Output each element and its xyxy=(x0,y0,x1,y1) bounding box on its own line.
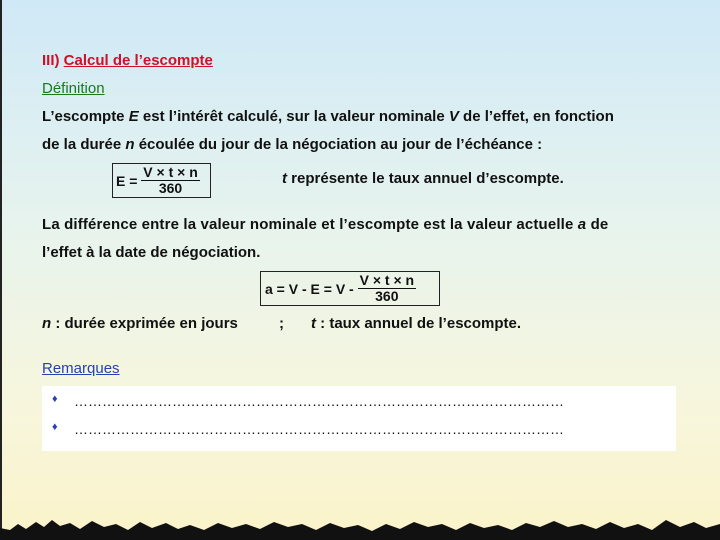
formula-lhs: a = V - E = V - xyxy=(265,280,354,297)
fraction-denominator: 360 xyxy=(375,288,399,304)
text-segment: de la durée xyxy=(42,136,126,153)
diamond-bullet-icon: ♦ xyxy=(52,393,58,405)
escompte-formula-box xyxy=(112,163,211,198)
valeur-actuelle-formula-box xyxy=(260,271,440,306)
formula-lhs: E = xyxy=(116,172,138,189)
legend-n xyxy=(42,315,238,332)
fraction-numerator: V × t × n xyxy=(359,272,415,288)
text-segment: L’escompte xyxy=(42,108,129,125)
variable-V: V xyxy=(448,108,459,125)
fraction-numerator: V × t × n xyxy=(143,164,198,180)
text-segment: : durée exprimée en jours xyxy=(51,315,238,332)
definition-line-1 xyxy=(42,108,614,125)
blank-line: …………………………………………………………………………………………… xyxy=(74,393,564,409)
variable-E: E xyxy=(128,108,139,125)
text-segment: : taux annuel de l’escompte. xyxy=(316,315,522,332)
definition-label: Définition xyxy=(42,80,105,97)
fraction xyxy=(358,273,416,304)
text-segment: de l’effet, en fonction xyxy=(458,108,614,125)
definition-line-2 xyxy=(42,136,542,153)
text-segment: de xyxy=(586,216,609,233)
remarks-title: Remarques xyxy=(42,360,120,377)
blank-line: …………………………………………………………………………………………… xyxy=(74,421,564,437)
section-number: III) xyxy=(42,52,60,69)
legend-t xyxy=(311,315,521,332)
text-segment: représente le taux annuel d’escompte. xyxy=(287,170,564,187)
variable-t: t xyxy=(311,315,316,332)
remarks-box xyxy=(42,386,676,451)
paragraph-2-line-1 xyxy=(42,216,608,233)
ground-silhouette xyxy=(0,510,720,540)
variable-n: n xyxy=(125,136,135,153)
left-border xyxy=(0,0,2,540)
text-segment: La différence entre la valeur nominale et l’escompte est la valeur actuelle xyxy=(42,216,578,233)
section-heading xyxy=(42,52,213,69)
text-segment: écoulée du jour de la négociation au jour de l’échéance : xyxy=(134,136,543,153)
fraction-denominator: 360 xyxy=(158,180,183,196)
legend-separator: ; xyxy=(279,315,284,332)
diamond-bullet-icon: ♦ xyxy=(52,421,58,433)
variable-t: t xyxy=(282,170,287,187)
variable-a: a xyxy=(577,216,587,233)
section-title: Calcul de l’escompte xyxy=(63,52,213,69)
t-note xyxy=(282,170,564,187)
text-segment: est l’intérêt calculé, sur la valeur nominale xyxy=(138,108,449,125)
paragraph-2-line-2: l’effet à la date de négociation. xyxy=(42,244,261,261)
variable-n: n xyxy=(42,315,52,332)
fraction xyxy=(141,165,199,196)
